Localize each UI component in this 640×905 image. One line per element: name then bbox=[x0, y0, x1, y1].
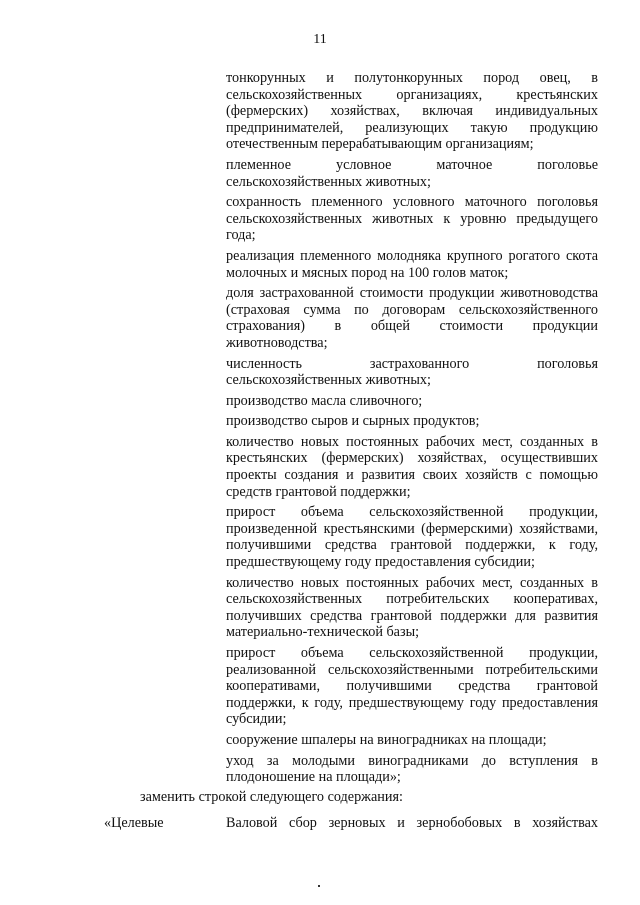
indicator-paragraph: количество новых постоянных рабочих мест, созданных в сельскохозяйственных потребительских кооперативах, получивших средства грантовой поддержки для развития материально-технической базы; bbox=[226, 574, 598, 641]
indicator-paragraph: уход за молодыми виноградниками до вступления в плодоношение на площади»; bbox=[226, 752, 598, 786]
row-label: «Целевые bbox=[104, 815, 164, 831]
indicator-paragraph: доля застрахованной стоимости продукции животноводства (страховая сумма по договорам сельскохозяйственного страхования) в общей стоимости продукции животноводства; bbox=[226, 285, 598, 351]
page-number: 11 bbox=[313, 32, 327, 47]
indicator-paragraph: численность застрахованного поголовья сельскохозяйственных животных; bbox=[226, 355, 598, 389]
indicator-paragraph: сооружение шпалеры на виноградниках на площади; bbox=[226, 731, 547, 748]
indicator-list bbox=[226, 70, 598, 790]
indicator-paragraph: тонкорунных и полутонкорунных пород овец, в сельскохозяйственных организациях, крестьянских (фермерских) хозяйствах, включая индивидуальных предпринимателей, реализующих такую продукцию отечественным перерабатывающим организациям; bbox=[226, 70, 598, 153]
indicator-paragraph: количество новых постоянных рабочих мест, созданных в крестьянских (фермерских) хозяйствах, осуществивших проекты создания и развития своих хозяйств с помощью средств грантовой поддержки; bbox=[226, 433, 598, 500]
row-text: Валовой сбор зерновых и зернобобовых в хозяйствах bbox=[226, 815, 598, 831]
replacement-instruction: заменить строкой следующего содержания: bbox=[140, 789, 403, 805]
indicator-paragraph: прирост объема сельскохозяйственной продукции, произведенной крестьянскими (фермерскими) хозяйствами, получившими средства грантовой поддержки, к году, предшествующему году предоставления субсидии; bbox=[226, 504, 598, 571]
indicator-paragraph: производство масла сливочного; bbox=[226, 392, 423, 409]
indicator-paragraph: сохранность племенного условного маточного поголовья сельскохозяйственных животных к уровню предыдущего года; bbox=[226, 194, 598, 244]
scan-dot bbox=[318, 885, 320, 887]
indicator-paragraph: производство сыров и сырных продуктов; bbox=[226, 413, 480, 430]
indicator-paragraph: реализация племенного молодняка крупного рогатого скота молочных и мясных пород на 100 голов маток; bbox=[226, 247, 598, 281]
indicator-paragraph: племенное условное маточное поголовье сельскохозяйственных животных; bbox=[226, 156, 598, 190]
indicator-paragraph: прирост объема сельскохозяйственной продукции, реализованной сельскохозяйственными потребительскими кооперативами, получившими средства грантовой поддержки, к году, предшествующему году предоставления субсидии; bbox=[226, 645, 598, 728]
